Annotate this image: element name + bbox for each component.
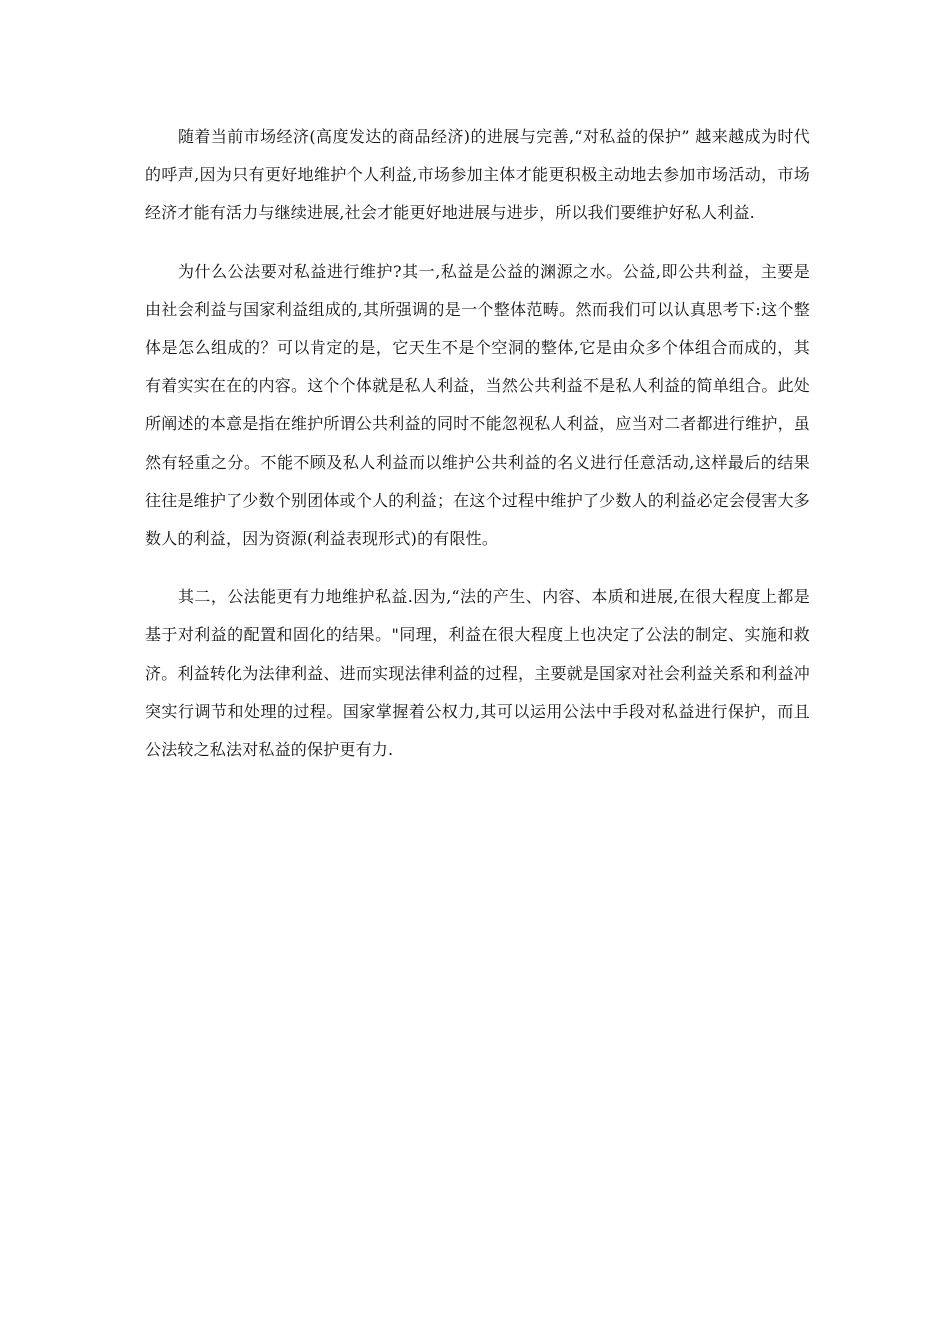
paragraph-3: 其二，公法能更有力地维护私益.因为,“法的产生、内容、本质和进展,在很大程度上都是基于对利益的配置和固化的结果。"同理，利益在很大程度上也决定了公法的制定、实施和救济。利益转化为法律利益、进而实现法律利益的过程，主要就是国家对社会利益关系和利益冲突实行调节和处理的过程。国家掌握着公权力,其可以运用公法中手段对私益进行保护，而且公法较之私法对私益的保护更有力. xyxy=(145,587,810,760)
paragraph-2: 为什么公法要对私益进行维护?其一,私益是公益的渊源之水。公益,即公共利益，主要是由社会利益与国家利益组成的,其所强调的是一个整体范畴。然而我们可以认真思考下:这个整体是怎么组成的？可以肯定的是，它天生不是个空洞的整体,它是由众多个体组合而成的，其有着实实在在的内容。这个个体就是私人利益，当然公共利益不是私人利益的简单组合。此处所阐述的本意是指在维护所谓公共利益的同时不能忽视私人利益，应当对二者都进行维护，虽然有轻重之分。不能不顾及私人利益而以维护公共利益的名义进行任意活动,这样最后的结果往往是维护了少数个别团体或个人的利益；在这个过程中维护了少数人的利益必定会侵害大多数人的利益，因为资源(利益表现形式)的有限性。 xyxy=(145,261,810,549)
paragraph-1: 随着当前市场经济(高度发达的商品经济)的进展与完善,“对私益的保护” 越来越成为时代的呼声,因为只有更好地维护个人利益,市场参加主体才能更积极主动地去参加市场活动，市场经济才能有活力与继续进展,社会才能更好地进展与进步，所以我们要维护好私人利益. xyxy=(145,127,810,223)
document-body xyxy=(145,118,810,789)
